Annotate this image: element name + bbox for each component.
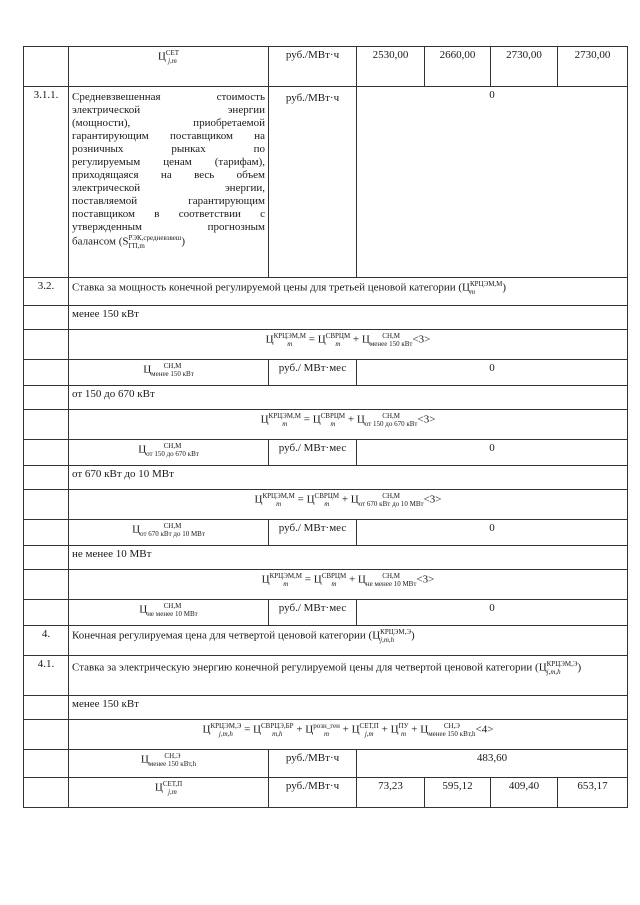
row-number (24, 466, 69, 490)
group-label: от 150 до 670 кВт (69, 386, 628, 410)
value-cell: 0 (357, 360, 628, 386)
unit-cell: руб./МВт·ч (269, 87, 357, 278)
table-row (24, 520, 628, 546)
formula-cell: Ц СН,М от 670 кВт до 10 МВт (69, 520, 269, 546)
formula-cell: Ц СЕТ j,m (69, 47, 269, 87)
table-row (24, 466, 628, 490)
formula-cell: Ц КРЦЭМ,М m = Ц СВРЦМ m + Ц СН,М менее 150 кВт <3> (69, 330, 628, 360)
unit-cell: руб./МВт·ч (269, 750, 357, 778)
table-row (24, 440, 628, 466)
value-cell: 2730,00 (491, 47, 558, 87)
group-label: от 670 кВт до 10 МВт (69, 466, 628, 490)
table-row (24, 600, 628, 626)
unit-cell: руб./ МВт·мес (269, 440, 357, 466)
row-number (24, 47, 69, 87)
value-cell: 0 (357, 600, 628, 626)
unit-cell: руб./ МВт·мес (269, 600, 357, 626)
row-number (24, 750, 69, 778)
row-number (24, 546, 69, 570)
table-row (24, 720, 628, 750)
tariff-table (23, 46, 628, 808)
row-number: 4. (24, 626, 69, 656)
formula-cell: Ц КРЦЭМ,М m = Ц СВРЦМ m + Ц СН,М от 150 до 670 кВт <3> (69, 410, 628, 440)
row-number: 3.1.1. (24, 87, 69, 278)
description-cell: Средневзвешенная стоимость электрической энергии (мощности), приобретаемой гарантирующим поставщиком на розничных рынках по регулируемым ценам (тарифам), приходящаяся на весь объем электрической энергии, поставляемой гарантирующим поставщиком в соответствии с утвержденным прогнозным балансом (S РЭК,средневзвеш ГП,m ) (69, 87, 269, 278)
table-row (24, 570, 628, 600)
table-row (24, 490, 628, 520)
table-row (24, 330, 628, 360)
row-number (24, 330, 69, 360)
group-label: не менее 10 МВт (69, 546, 628, 570)
table-row (24, 47, 628, 87)
unit-cell: руб./ МВт·мес (269, 360, 357, 386)
formula-cell: Ц КРЦЭМ,Э j,m,h = Ц СВРЦЭ,БР m,h + Ц розн_ген m + Ц СЕТ,П j,m + Ц ПУ m + Ц СН,Э менее 150 кВт,h <4> (69, 720, 628, 750)
value-cell: 2660,00 (425, 47, 491, 87)
value-cell: 595,12 (425, 778, 491, 808)
row-number: 3.2. (24, 278, 69, 306)
table-row (24, 546, 628, 570)
row-number (24, 520, 69, 546)
table-row (24, 306, 628, 330)
formula-cell: Ц СН,Э менее 150 кВт,h (69, 750, 269, 778)
table-row (24, 626, 628, 656)
row-number (24, 720, 69, 750)
table-row (24, 778, 628, 808)
row-number (24, 570, 69, 600)
row-number: 4.1. (24, 656, 69, 696)
value-cell: 2530,00 (357, 47, 425, 87)
value-cell: 0 (357, 440, 628, 466)
row-number (24, 386, 69, 410)
value-cell: 653,17 (558, 778, 628, 808)
row-number (24, 696, 69, 720)
table-row (24, 278, 628, 306)
value-cell: 2730,00 (558, 47, 628, 87)
group-label: менее 150 кВт (69, 696, 628, 720)
formula-cell: Ц СН,М от 150 до 670 кВт (69, 440, 269, 466)
group-label: менее 150 кВт (69, 306, 628, 330)
row-number (24, 490, 69, 520)
section-title: Ставка за электрическую энергию конечной регулируемой цены для четвертой ценовой категории (Ц КРЦЭМ,Э j,m,h ) (69, 656, 628, 696)
row-number (24, 778, 69, 808)
unit-cell: руб./МВт·ч (269, 778, 357, 808)
value-cell: 0 (357, 520, 628, 546)
table-row (24, 696, 628, 720)
row-number (24, 410, 69, 440)
table-row (24, 360, 628, 386)
row-number (24, 440, 69, 466)
value-cell: 0 (357, 87, 628, 278)
formula-cell: Ц КРЦЭМ,М m = Ц СВРЦМ m + Ц СН,М от 670 кВт до 10 МВт <3> (69, 490, 628, 520)
table-row (24, 750, 628, 778)
table-row (24, 410, 628, 440)
value-cell: 73,23 (357, 778, 425, 808)
table-row (24, 656, 628, 696)
formula-cell: Ц СЕТ,П j,m (69, 778, 269, 808)
value-cell: 483,60 (357, 750, 628, 778)
section-title: Конечная регулируемая цена для четвертой ценовой категории (Ц КРЦЭМ,Э j,m,h ) (69, 626, 628, 656)
unit-cell: руб./МВт·ч (269, 47, 357, 87)
value-cell: 409,40 (491, 778, 558, 808)
row-number (24, 360, 69, 386)
section-title: Ставка за мощность конечной регулируемой цены для третьей ценовой категории (Ц КРЦЭМ,М m ) (69, 278, 628, 306)
row-number (24, 306, 69, 330)
formula-cell: Ц СН,М менее 150 кВт (69, 360, 269, 386)
row-number (24, 600, 69, 626)
formula-cell: Ц СН,М не менее 10 МВт (69, 600, 269, 626)
formula-cell: Ц КРЦЭМ,М m = Ц СВРЦМ m + Ц СН,М не менее 10 МВт <3> (69, 570, 628, 600)
table-row (24, 87, 628, 278)
table-row (24, 386, 628, 410)
unit-cell: руб./ МВт·мес (269, 520, 357, 546)
